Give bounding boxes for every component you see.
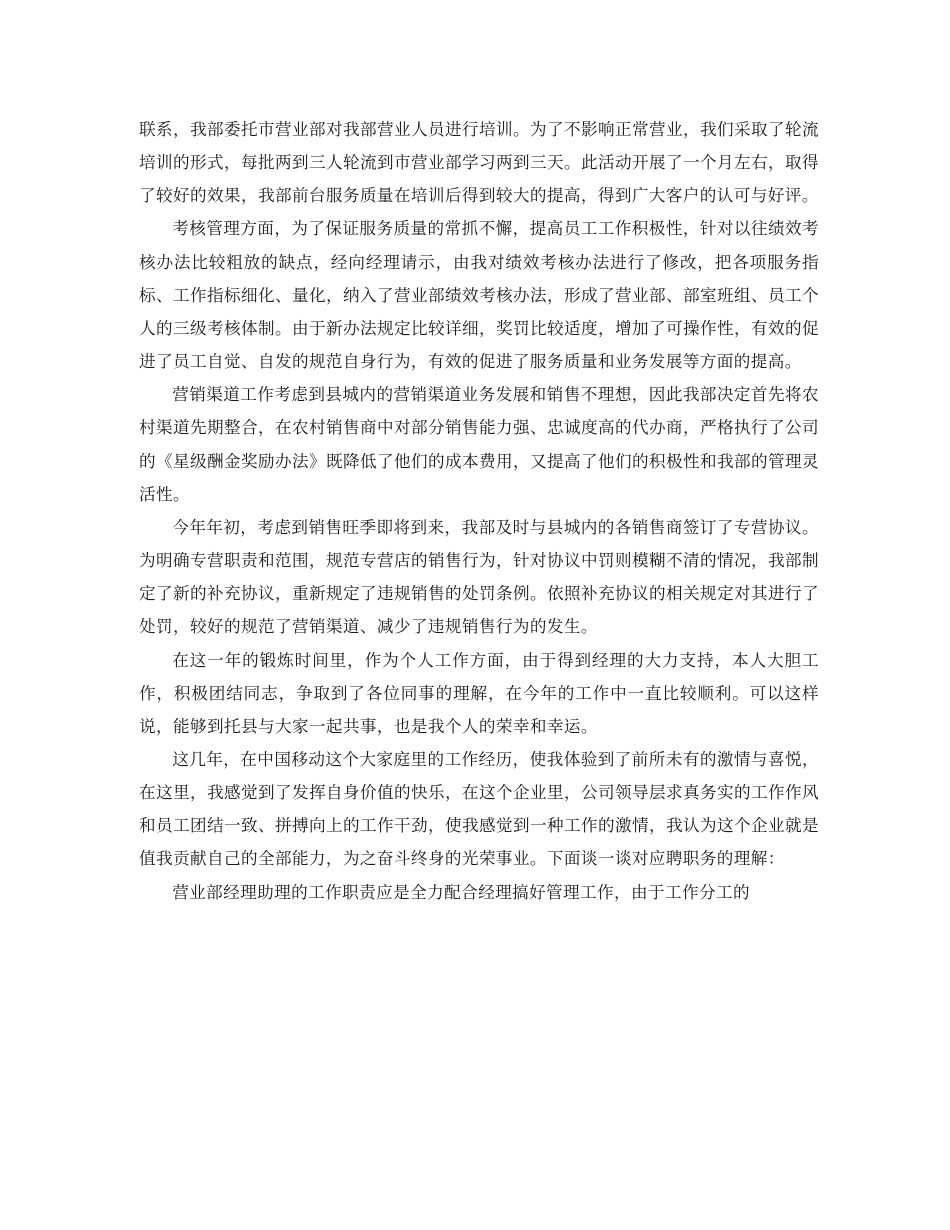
paragraph-exclusive-agreements: 今年年初，考虑到销售旺季即将到来，我部及时与县城内的各销售商签订了专营协议。为明确专营职责和范围，规范专营店的销售行为，针对协议中罚则模糊不清的情况，我部制定了新的补充协议，重新规定了违规销售的处罚条例。依照补充协议的相关规定对其进行了处罚，较好的规范了营销渠道、减少了违规销售行为的发生。 bbox=[139, 517, 819, 637]
paragraph-training-continuation: 联系，我部委托市营业部对我部营业人员进行培训。为了不影响正常营业，我们采取了轮流培训的形式，每批两到三人轮流到市营业部学习两到三天。此活动开展了一个月左右，取得了较好的效果，我部前台服务质量在培训后得到较大的提高，得到广大客户的认可与好评。 bbox=[139, 120, 819, 206]
document-body bbox=[139, 113, 819, 909]
paragraph-job-responsibilities: 营业部经理助理的工作职责应是全力配合经理搞好管理工作，由于工作分工的 bbox=[172, 882, 750, 902]
paragraph-sales-channels: 营销渠道工作考虑到县城内的营销渠道业务发展和销售不理想，因此我部决定首先将农村渠道先期整合，在农村销售商中对部分销售能力强、忠诚度高的代办商，严格执行了公司的《星级酬金奖励办法》既降低了他们的成本费用，又提高了他们的积极性和我部的管理灵活性。 bbox=[139, 385, 819, 504]
paragraph-personal-work: 在这一年的锻炼时间里，作为个人工作方面，由于得到经理的大力支持，本人大胆工作，积极团结同志，争取到了各位同事的理解，在今年的工作中一直比较顺利。可以这样说，能够到托县与大家一起共事，也是我个人的荣幸和幸运。 bbox=[139, 650, 819, 736]
paragraph-assessment-management: 考核管理方面，为了保证服务质量的常抓不懈，提高员工工作积极性，针对以往绩效考核办法比较粗放的缺点，经向经理请示，由我对绩效考核办法进行了修改，把各项服务指标、工作指标细化、量化，纳入了营业部绩效考核办法，形成了营业部、部室班组、员工个人的三级考核体制。由于新办法规定比较详细，奖罚比较适度，增加了可操作性，有效的促进了员工自觉、自发的规范自身行为，有效的促进了服务质量和业务发展等方面的提高。 bbox=[139, 219, 819, 372]
paragraph-company-experience: 这几年，在中国移动这个大家庭里的工作经历，使我体验到了前所未有的激情与喜悦，在这里，我感觉到了发挥自身价值的快乐，在这个企业里，公司领导层求真务实的工作作风和员工团结一致、拼搏向上的工作干劲，使我感觉到一种工作的激情，我认为这个企业就是值我贡献自己的全部能力，为之奋斗终身的光荣事业。下面谈一谈对应聘职务的理解： bbox=[139, 749, 819, 869]
